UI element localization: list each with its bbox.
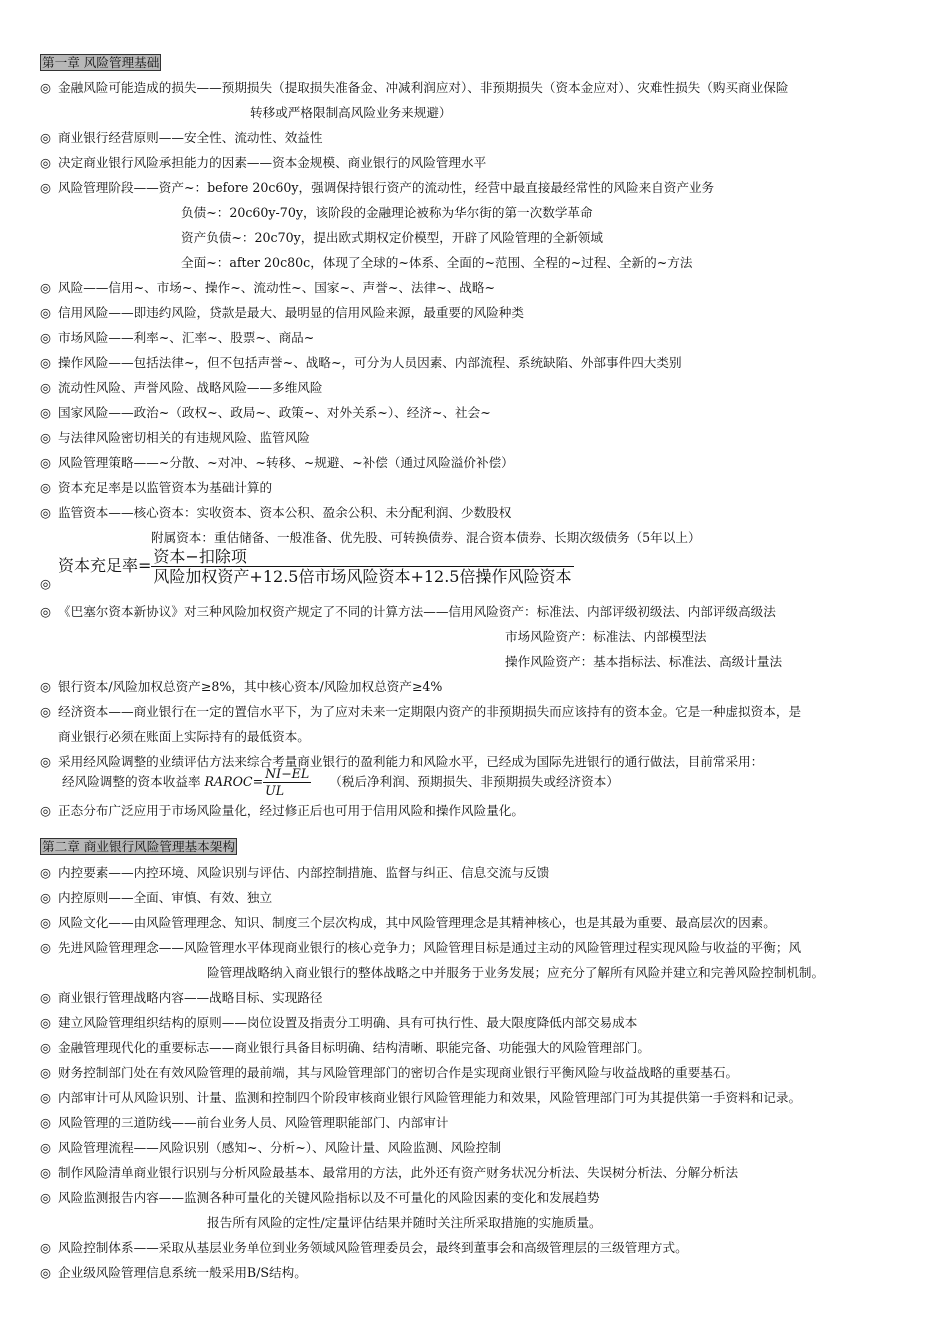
bullet-icon: ◎ [40,890,51,905]
raroc-fraction [263,766,311,799]
line-24: ◎ 经济资本——商业银行在一定的置信水平下，为了应对未来一定期限内资产的非预期损失而应该持有的资本金。它是一种虚拟资本，是 [40,704,802,719]
bullet-icon: ◎ [40,604,51,619]
bullet-icon: ◎ [40,576,51,591]
bullet-icon: ◎ [40,1265,51,1280]
bullet-icon: ◎ [40,1065,51,1080]
line-30: ◎ 风险文化——由风险管理理念、知识、制度三个层次构成，其中风险管理理念是其精神核心，也是其最为重要、最高层次的因素。 [40,915,776,930]
bullet-icon: ◎ [40,155,51,170]
bullet-icon: ◎ [40,505,51,520]
capital-adequacy-formula [58,547,574,586]
raroc-numerator: NI−EL [265,766,310,781]
line-26: ◎ 采用经风险调整的业绩评估方法来综合考量商业银行的盈利能力和风险水平，已经成为国际先进银行的通行做法，目前常采用： [40,754,764,769]
bullet-icon: ◎ [40,1240,51,1255]
bullet-icon: ◎ [40,865,51,880]
line-14: ◎ 国家风险——政治~（政权~、政局~、政策~、对外关系~）、经济~、社会~ [40,405,491,420]
line-4: ◎ 决定商业银行风险承担能力的因素——资本金规模、商业银行的风险管理水平 [40,155,487,170]
line-23: ◎ 银行资本/风险加权总资产≥8%，其中核心资本/风险加权总资产≥4% [40,679,443,694]
line-16: ◎ 风险管理策略——~分散、~对冲、~转移、~规避、~补偿（通过风险溢价补偿） [40,455,514,470]
line-27: ◎ 正态分布广泛应用于市场风险量化，经过修正后也可用于信用风险和操作风险量化。 [40,803,524,818]
line-40: ◎ 制作风险清单商业银行识别与分析风险最基本、最常用的方法，此外还有资产财务状况分析法、失误树分析法、分解分析法 [40,1165,739,1180]
line-42: 报告所有风险的定性/定量评估结果并随时关注所采取措施的实施质量。 [207,1215,602,1230]
raroc-formula [62,766,619,799]
line-38: ◎ 风险管理的三道防线——前台业务人员、风险管理职能部门、内部审计 [40,1115,449,1130]
raroc-note: （税后净利润、预期损失、非预期损失或经济资本） [329,774,619,789]
chapter-2-heading: 第二章 商业银行风险管理基本架构 [42,839,235,854]
bullet-icon: ◎ [40,80,51,95]
bullet-icon: ◎ [40,455,51,470]
bullet-icon: ◎ [40,915,51,930]
line-32: 险管理战略纳入商业银行的整体战略之中并服务于业务发展；应充分了解所有风险并建立和完善风险控制机制。 [207,965,825,980]
bullet-icon: ◎ [40,803,51,818]
line-19: 附属资本：重估储备、一般准备、优先股、可转换债券、混合资本债券、长期次级债务（5年以上） [151,530,701,545]
line-1: ◎ 金融风险可能造成的损失——预期损失（提取损失准备金、冲减利润应对）、非预期损失（资本金应对）、灾难性损失（购买商业保险 [40,80,789,95]
bullet-icon: ◎ [40,380,51,395]
line-43: ◎ 风险控制体系——采取从基层业务单位到业务领域风险管理委员会，最终到董事会和高级管理层的三级管理方式。 [40,1240,688,1255]
line-28: ◎ 内控要素——内控环境、风险识别与评估、内部控制措施、监督与纠正、信息交流与反馈 [40,865,550,880]
line-15: ◎ 与法律风险密切相关的有违规风险、监管风险 [40,430,310,445]
bullet-icon: ◎ [40,305,51,320]
line-41: ◎ 风险监测报告内容——监测各种可量化的关键风险指标以及不可量化的风险因素的变化和发展趋势 [40,1190,600,1205]
line-9: ◎ 风险——信用~、市场~、操作~、流动性~、国家~、声誉~、法律~、战略~ [40,280,496,295]
line-11: ◎ 市场风险——利率~、汇率~、股票~、商品~ [40,330,315,345]
bullet-icon: ◎ [40,679,51,694]
bullet-icon: ◎ [40,940,51,955]
bullet-icon: ◎ [40,1190,51,1205]
bullet-icon: ◎ [40,180,51,195]
bullet-icon: ◎ [40,355,51,370]
bullet-icon: ◎ [40,754,51,769]
line-5: ◎ 风险管理阶段——资产~：before 20c60y，强调保持银行资产的流动性，经营中最直接最经常性的风险来自资产业务 [40,180,715,195]
bullet-icon: ◎ [40,280,51,295]
bullet-icon: ◎ [40,1090,51,1105]
bullet-icon: ◎ [40,990,51,1005]
formula-fraction [151,547,573,586]
line-34: ◎ 建立风险管理组织结构的原则——岗位设置及指责分工明确、具有可执行性、最大限度降低内部交易成本 [40,1015,638,1030]
raroc-symbol: RAROC= [204,774,264,789]
bullet-icon: ◎ [40,1140,51,1155]
line-31: ◎ 先进风险管理理念——风险管理水平体现商业银行的核心竞争力；风险管理目标是通过主动的风险管理过程实现风险与收益的平衡；风 [40,940,802,955]
line-2: 转移或严格限制高风险业务来规避） [250,105,452,120]
line-17: ◎ 资本充足率是以监管资本为基础计算的 [40,480,273,495]
line-8: 全面~：after 20c80c，体现了全球的~体系、全面的~范围、全程的~过程、全新的~方法 [181,255,693,270]
line-35: ◎ 金融管理现代化的重要标志——商业银行具备目标明确、结构清晰、职能完备、功能强大的风险管理部门。 [40,1040,650,1055]
line-22: 操作风险资产：基本指标法、标准法、高级计量法 [505,654,783,669]
formula-denominator: 风险加权资产+12.5倍市场风险资本+12.5倍操作风险资本 [153,567,572,586]
line-37: ◎ 内部审计可从风险识别、计量、监测和控制四个阶段审核商业银行风险管理能力和效果，风险管理部门可为其提供第一手资料和记录。 [40,1090,802,1105]
line-6: 负债~：20c60y-70y，该阶段的金融理论被称为华尔街的第一次数学革命 [181,205,593,220]
bullet-icon: ◎ [40,704,51,719]
line-33: ◎ 商业银行管理战略内容——战略目标、实现路径 [40,990,323,1005]
line-12: ◎ 操作风险——包括法律~，但不包括声誉~、战略~，可分为人员因素、内部流程、系统缺陷、外部事件四大类别 [40,355,682,370]
bullet-icon: ◎ [40,480,51,495]
line-36: ◎ 财务控制部门处在有效风险管理的最前端，其与风险管理部门的密切合作是实现商业银行平衡风险与收益战略的重要基石。 [40,1065,739,1080]
line-18: ◎ 监管资本——核心资本：实收资本、资本公积、盈余公积、未分配利润、少数股权 [40,505,512,520]
line-10: ◎ 信用风险——即违约风险，贷款是最大、最明显的信用风险来源，最重要的风险种类 [40,305,524,320]
bullet-icon: ◎ [40,1165,51,1180]
line-44: ◎ 企业级风险管理信息系统一般采用B/S结构。 [40,1265,307,1280]
bullet-icon: ◎ [40,1040,51,1055]
bullet-icon: ◎ [40,1015,51,1030]
line-25: 商业银行必须在账面上实际持有的最低资本。 [58,729,310,744]
line-39: ◎ 风险管理流程——风险识别（感知~、分析~）、风险计量、风险监测、风险控制 [40,1140,501,1155]
bullet-icon: ◎ [40,405,51,420]
line-13: ◎ 流动性风险、声誉风险、战略风险——多维风险 [40,380,323,395]
line-21: 市场风险资产：标准法、内部模型法 [505,629,707,644]
bullet-icon: ◎ [40,430,51,445]
line-20: ◎ 《巴塞尔资本新协议》对三种风险加权资产规定了不同的计算方法——信用风险资产：标准法、内部评级初级法、内部评级高级法 [40,604,776,619]
formula-numerator: 资本−扣除项 [151,547,573,567]
line-29: ◎ 内控原则——全面、审慎、有效、独立 [40,890,273,905]
bullet-icon: ◎ [40,130,51,145]
chapter-1-heading: 第一章 风险管理基础 [42,55,160,70]
raroc-denominator: UL [265,783,285,798]
bullet-icon: ◎ [40,1115,51,1130]
bullet-icon: ◎ [40,330,51,345]
line-3: ◎ 商业银行经营原则——安全性、流动性、效益性 [40,130,323,145]
formula-lhs: 资本充足率= [58,556,152,575]
line-7: 资产负债~：20c70y，提出欧式期权定价模型，开辟了风险管理的全新领域 [181,230,603,245]
raroc-label: 经风险调整的资本收益率 [62,774,201,789]
formula-bullet [40,576,58,592]
